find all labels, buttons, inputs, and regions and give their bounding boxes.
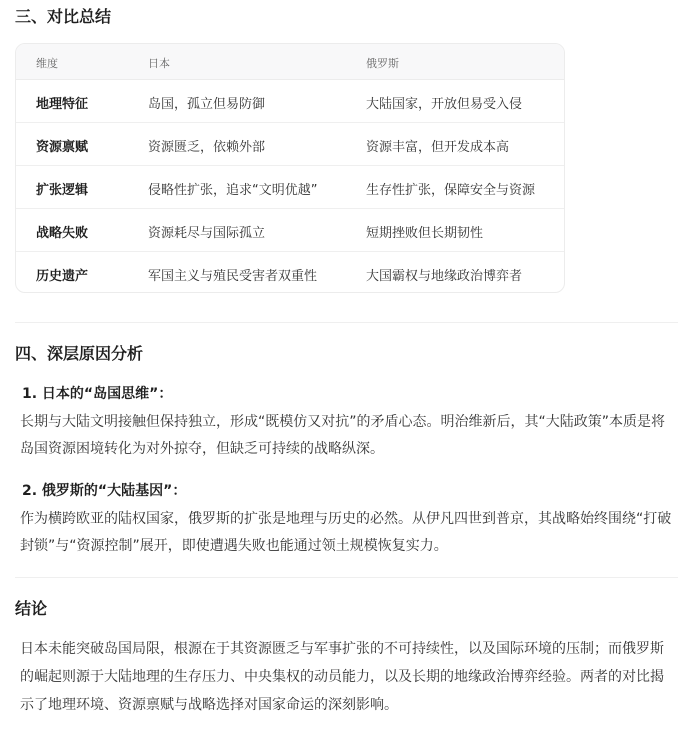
table-cell-russia: 生存性扩张，保障安全与资源: [366, 183, 536, 198]
table-cell-dimension: 历史遗产: [36, 269, 89, 284]
conclusion-paragraph: 日本未能突破岛国局限，根源在于其资源匮乏与军事扩张的不可持续性，以及国际环境的压制；而俄罗斯的崛起则源于大陆地理的生存压力、中央集权的动员能力，以及长期的地缘政治博弈经验。两者的对比揭示了地理环境、资源禀赋与战略选择对国家命运的深刻影响。: [20, 641, 664, 713]
table-cell-russia: 大国霸权与地缘政治博弈者: [366, 269, 523, 284]
comparison-table: [15, 43, 565, 293]
analysis-item-text: 长期与大陆文明接触但保持独立，形成“既模仿又对抗”的矛盾心态。明治维新后，其“大陆政策”本质是将岛国资源困境转化为对外掠夺，但缺乏可持续的战略纵深。: [20, 414, 666, 457]
table-cell-russia: 短期挫败但长期韧性: [366, 226, 484, 241]
table-cell-japan: 资源耗尽与国际孤立: [148, 226, 266, 241]
table-cell-japan: 岛国，孤立但易防御: [148, 97, 266, 112]
table-header-dimension: 维度: [36, 57, 58, 70]
table-cell-dimension: 扩张逻辑: [36, 183, 89, 198]
table-header-japan: 日本: [148, 57, 170, 70]
table-cell-japan: 资源匮乏，依赖外部: [148, 140, 266, 155]
section-heading-conclusion: 结论: [15, 599, 48, 618]
table-cell-japan: 侵略性扩张，追求“文明优越”: [148, 183, 318, 198]
table-row: [16, 80, 564, 123]
table-cell-dimension: 资源禀赋: [36, 140, 89, 155]
section-divider: [15, 322, 678, 323]
table-header-row: [16, 44, 564, 80]
section-heading-analysis: 四、深层原因分析: [15, 344, 144, 363]
table-cell-russia: 资源丰富，但开发成本高: [366, 140, 510, 155]
section-divider: [15, 577, 678, 578]
table-row: [16, 252, 564, 293]
table-row: [16, 166, 564, 209]
table-cell-dimension: 战略失败: [36, 226, 89, 241]
table-cell-dimension: 地理特征: [36, 97, 89, 112]
table-row: [16, 123, 564, 166]
table-row: [16, 209, 564, 252]
section-heading-summary: 三、对比总结: [15, 7, 112, 26]
table-cell-japan: 军国主义与殖民受害者双重性: [148, 269, 318, 284]
analysis-item-text: 作为横跨欧亚的陆权国家，俄罗斯的扩张是地理与历史的必然。从伊凡四世到普京，其战略始终围绕“打破封锁”与“资源控制”展开，即使遭遇失败也能通过领土规模恢复实力。: [20, 511, 672, 554]
table-header-russia: 俄罗斯: [366, 57, 399, 70]
analysis-item-title: 1. 日本的“岛国思维”：: [22, 386, 173, 402]
analysis-item-title: 2. 俄罗斯的“大陆基因”：: [22, 483, 187, 499]
table-cell-russia: 大陆国家，开放但易受入侵: [366, 97, 523, 112]
